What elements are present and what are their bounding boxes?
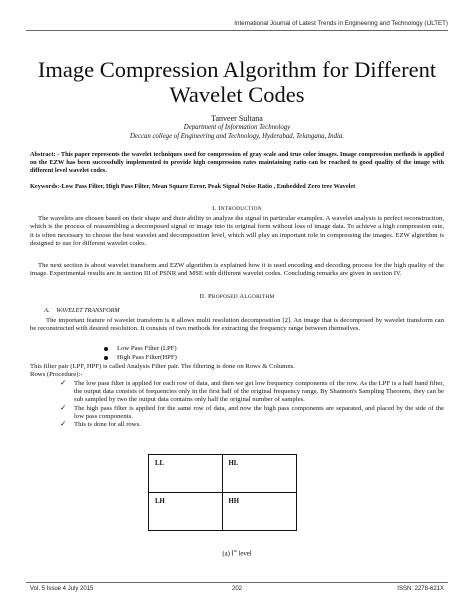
list-item: Low Pass Filter (LPF) xyxy=(104,345,177,354)
title-line-1: Image Compression Algorithm for Different xyxy=(37,57,437,82)
list-item: ✓ The high pass filter is applied for the same row of data, and now the high pass components are separated, and placed by the side of the low pass components. xyxy=(60,402,444,420)
filter-pair-line: This filter pair (LPF, HPF) is called Analysis Filter pair. The filtering is done on Rows & Columns. xyxy=(30,363,295,370)
bullet-icon xyxy=(104,356,108,360)
subband-ll: LL xyxy=(149,455,223,493)
bullet-icon xyxy=(104,347,108,351)
list-item: High Pass Filter(HPF) xyxy=(104,354,177,363)
section-2-paragraph-1: The important feature of wavelet transform is it allows multi resolution decomposition [2]. An image that is decomposed by wavelet transform can be reconstructed with desired resolution. It consists of two methods for extracting the frequency range between themselves. xyxy=(30,317,444,333)
footer-page-number: 202 xyxy=(231,586,242,592)
subband-hl: HL xyxy=(223,455,297,493)
section-2-heading: II. PROPOSED ALGORITHM xyxy=(199,293,275,300)
figure-caption: (a) Ist level xyxy=(222,548,252,558)
section-1-heading: I. INTRODUCTION xyxy=(212,205,262,212)
subsection-a-heading: A. WAVELET TRANSFORM xyxy=(44,307,120,314)
paper-title xyxy=(30,57,444,107)
header-rule xyxy=(26,30,448,31)
list-item: ✓ The low pass filter is applied for each row of data, and then we get low frequency components of the row. As the LPF is a half band filter, the output data consists of frequencies only in the first half of the original frequency range. By Shannon's Sampling Theorem, they can be sub sampled by two the output data contains only half the original number of samples. xyxy=(60,378,444,404)
filter-bullet-list xyxy=(104,345,177,362)
title-line-2: Wavelet Codes xyxy=(169,82,305,107)
author-name: Tanveer Sultana xyxy=(211,114,263,123)
journal-header: International Journal of Latest Trends in Engineering and Technology (IJLTET) xyxy=(234,20,448,27)
section-1-paragraph-1: The wavelets are chosen based on their shape and their ability to analyze the signal in particular examples. A wavelet analysis is perfect reconstruction, which is the process of reassembling a decomposed signal or image into its original form without loss of image data. To achieve a high compression rate, it is often necessary to choose the best wavelet and decomposition level, which will play an important role in compressing the images. EZW algorithm is designed to use for different wavelet codes. xyxy=(30,215,444,248)
list-item: ✓ This is done for all rows. xyxy=(60,419,141,429)
section-1-paragraph-2: The next section is about wavelet transform and EZW algorithm is explained how it is used encoding and decoding process for the high quality of the image. Experimental results are in section III of PSNR and MSE with different wavelet codes. Concluding remarks are given in section IV. xyxy=(30,262,444,278)
author-college: Deccan college of Engineering and Technology, Hyderabad, Telangana, India. xyxy=(130,133,344,140)
subband-lh: LH xyxy=(149,493,223,531)
abstract: Abstract: - This paper represents the wavelet techniques used for compression of gray scale and true color images. Image compression methods is applied on the EZW has been successfully implemented to provide high compression rates maintaining ratio can be reached to good quality of the image with different level wavelet codes. xyxy=(30,151,444,175)
keywords: Keywords:-Low Pass Filter, High Pass Filter, Mean Square Error, Peak Signal Noise Ratio , Embedded Zero tree Wavelet xyxy=(30,183,356,190)
checkmark-icon: ✓ xyxy=(60,402,67,412)
footer-rule xyxy=(26,582,448,583)
checkmark-icon: ✓ xyxy=(60,419,67,429)
author-department: Department of Information Technology xyxy=(183,124,291,131)
footer-volume: Vol. 5 Issue 4 July 2015 xyxy=(30,586,94,592)
procedure-check-list xyxy=(62,380,444,429)
checkmark-icon: ✓ xyxy=(60,378,67,387)
subband-hh: HH xyxy=(228,497,240,505)
wavelet-subband-figure xyxy=(148,454,297,531)
rows-procedure-line: Rows (Procedure):- xyxy=(30,371,83,378)
footer-issn: ISSN: 2278-621X xyxy=(397,586,444,592)
